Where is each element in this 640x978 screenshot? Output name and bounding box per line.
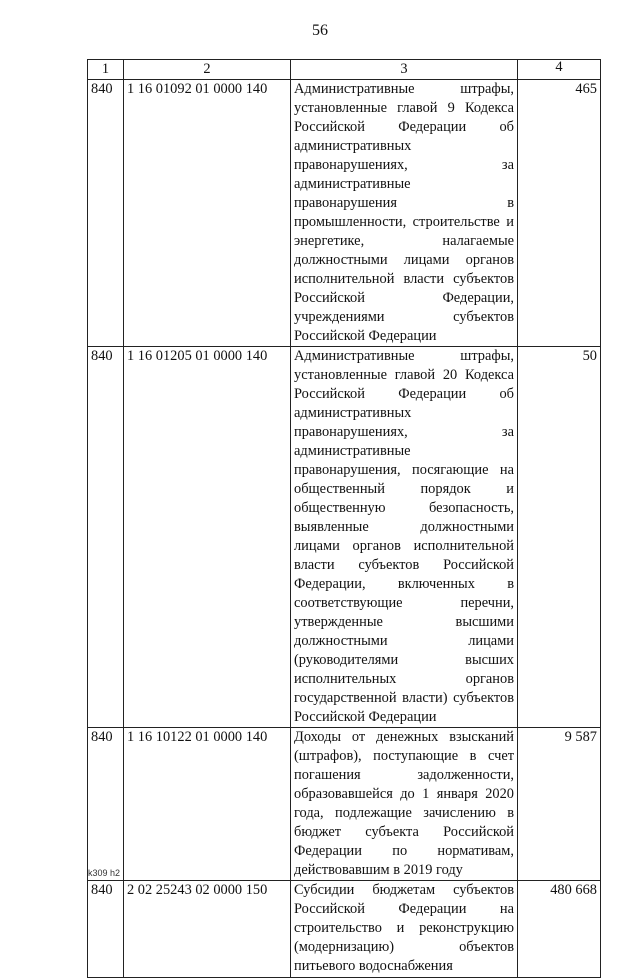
description-cell: Доходы от денежных взысканий (штрафов), поступающие в счет погашения задолженности, образовавшейся до 1 января 2020 года, подлежащие зачислению в бюджет субъекта Российской Федерации по нормативам, действовавшим в 2019 году [291,728,518,881]
column-header-2: 2 [124,60,291,80]
admin-code-cell: 840 [88,881,124,978]
admin-code-cell: 840 [88,80,124,347]
amount-cell: 465 [518,80,601,347]
budget-code-cell: 2 02 25243 02 0000 150 [124,881,291,978]
amount-cell: 50 [518,347,601,728]
table-row [88,80,601,347]
description-cell: Субсидии бюджетам субъектов Российской Федерации на строительство и реконструкцию (модернизацию) объектов питьевого водоснабжения [291,881,518,978]
budget-table [87,59,601,978]
table-header-row [88,60,601,80]
admin-code-cell: 840 [88,728,124,881]
page-number: 56 [312,22,328,39]
amount-cell: 9 587 [518,728,601,881]
column-header-3: 3 [291,60,518,80]
description-cell: Административные штрафы, установленные главой 20 Кодекса Российской Федерации об административных правонарушениях, за административные правонарушения, посягающие на общественный порядок и общественную безопасность, выявленные должностными лицами органов исполнительной власти субъектов Российской Федерации, включенных в соответствующие перечни, утвержденные высшими должностными лицами (руководителями высших исполнительных органов государственной власти) субъектов Российской Федерации [291,347,518,728]
admin-code-cell: 840 [88,347,124,728]
budget-code-cell: 1 16 10122 01 0000 140 [124,728,291,881]
column-header-1: 1 [88,60,124,80]
table-row [88,881,601,978]
budget-code-cell: 1 16 01092 01 0000 140 [124,80,291,347]
table-row [88,347,601,728]
amount-cell: 480 668 [518,881,601,978]
table-row [88,728,601,881]
budget-code-cell: 1 16 01205 01 0000 140 [124,347,291,728]
footer-document-code: k309 h2 [88,868,121,878]
description-cell: Административные штрафы, установленные главой 9 Кодекса Российской Федерации об административных правонарушениях, за административные правонарушения в промышленности, строительстве и энергетике, налагаемые должностными лицами органов исполнительной власти субъектов Российской Федерации, учреждениями субъектов Российской Федерации [291,80,518,347]
column-header-4: 4 [518,60,601,80]
